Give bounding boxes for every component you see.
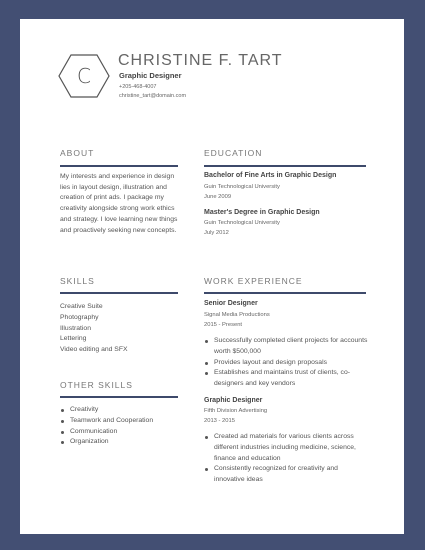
other-skills-divider [60, 396, 178, 398]
degree-date: June 2009 [204, 194, 232, 200]
degree-title: Bachelor of Fine Arts in Graphic Design [204, 172, 337, 179]
education-heading: EDUCATION [204, 148, 263, 158]
other-skill-item: Teamwork and Cooperation [60, 416, 185, 427]
monogram-logo [58, 54, 110, 98]
school-name: Guin Technological University [204, 184, 280, 190]
job-duty-item: Provides layout and design proposals [204, 358, 370, 369]
skill-item: Illustration [60, 324, 91, 332]
job-duty-item: Consistently recognized for creativity and innovative ideas [204, 464, 370, 486]
about-text: My interests and experience in design lies in layout design, illustration and creation of print ads. I package my creativity alongside strong work ethics and strategy. I love learning new things and proactively seeking new concepts. [60, 173, 178, 234]
skills-list [60, 302, 128, 356]
other-skills-heading: OTHER SKILLS [60, 380, 133, 390]
job-company: Signal Media Productions [204, 312, 270, 318]
skills-heading: SKILLS [60, 276, 95, 286]
job-dates: 2015 - Present [204, 322, 243, 328]
degree-date: July 2012 [204, 230, 229, 236]
skill-item: Video editing and SFX [60, 346, 128, 354]
job-duties-list [204, 336, 370, 390]
about-heading: ABOUT [60, 148, 95, 158]
skill-item: Photography [60, 313, 99, 321]
other-skill-item: Communication [60, 427, 185, 438]
education-divider [204, 165, 366, 167]
school-name: Guin Technological University [204, 220, 280, 226]
skill-item: Creative Suite [60, 303, 103, 310]
other-skills-list [60, 405, 185, 448]
job-role: Senior Designer [204, 300, 258, 307]
job-company: Fifth Division Advertising [204, 408, 268, 414]
job-duty-item: Successfully completed client projects for accounts worth $500,000 [204, 336, 370, 358]
degree-title: Master's Degree in Graphic Design [204, 209, 320, 216]
skill-item: Lettering [60, 335, 87, 343]
resume-page [20, 19, 404, 534]
work-divider [204, 292, 366, 294]
job-dates: 2013 - 2015 [204, 418, 235, 424]
phone-number: +205-468-4007 [119, 84, 157, 90]
other-skill-item: Creativity [60, 405, 185, 416]
work-heading: WORK EXPERIENCE [204, 276, 303, 286]
skills-divider [60, 292, 178, 294]
email-address: christine_tart@domain.com [119, 93, 187, 99]
about-divider [60, 165, 178, 167]
job-role: Graphic Designer [204, 397, 263, 404]
job-duty-item: Created ad materials for various clients across different industries including medicine, science, finance and education [204, 432, 370, 464]
job-duty-item: Establishes and maintains trust of clients, co-designers and key vendors [204, 368, 370, 390]
logo-letter: C [77, 64, 91, 88]
candidate-name: CHRISTINE F. TART [118, 52, 283, 69]
job-duties-list [204, 432, 370, 486]
candidate-title: Graphic Designer [119, 71, 182, 80]
other-skill-item: Organization [60, 437, 185, 448]
